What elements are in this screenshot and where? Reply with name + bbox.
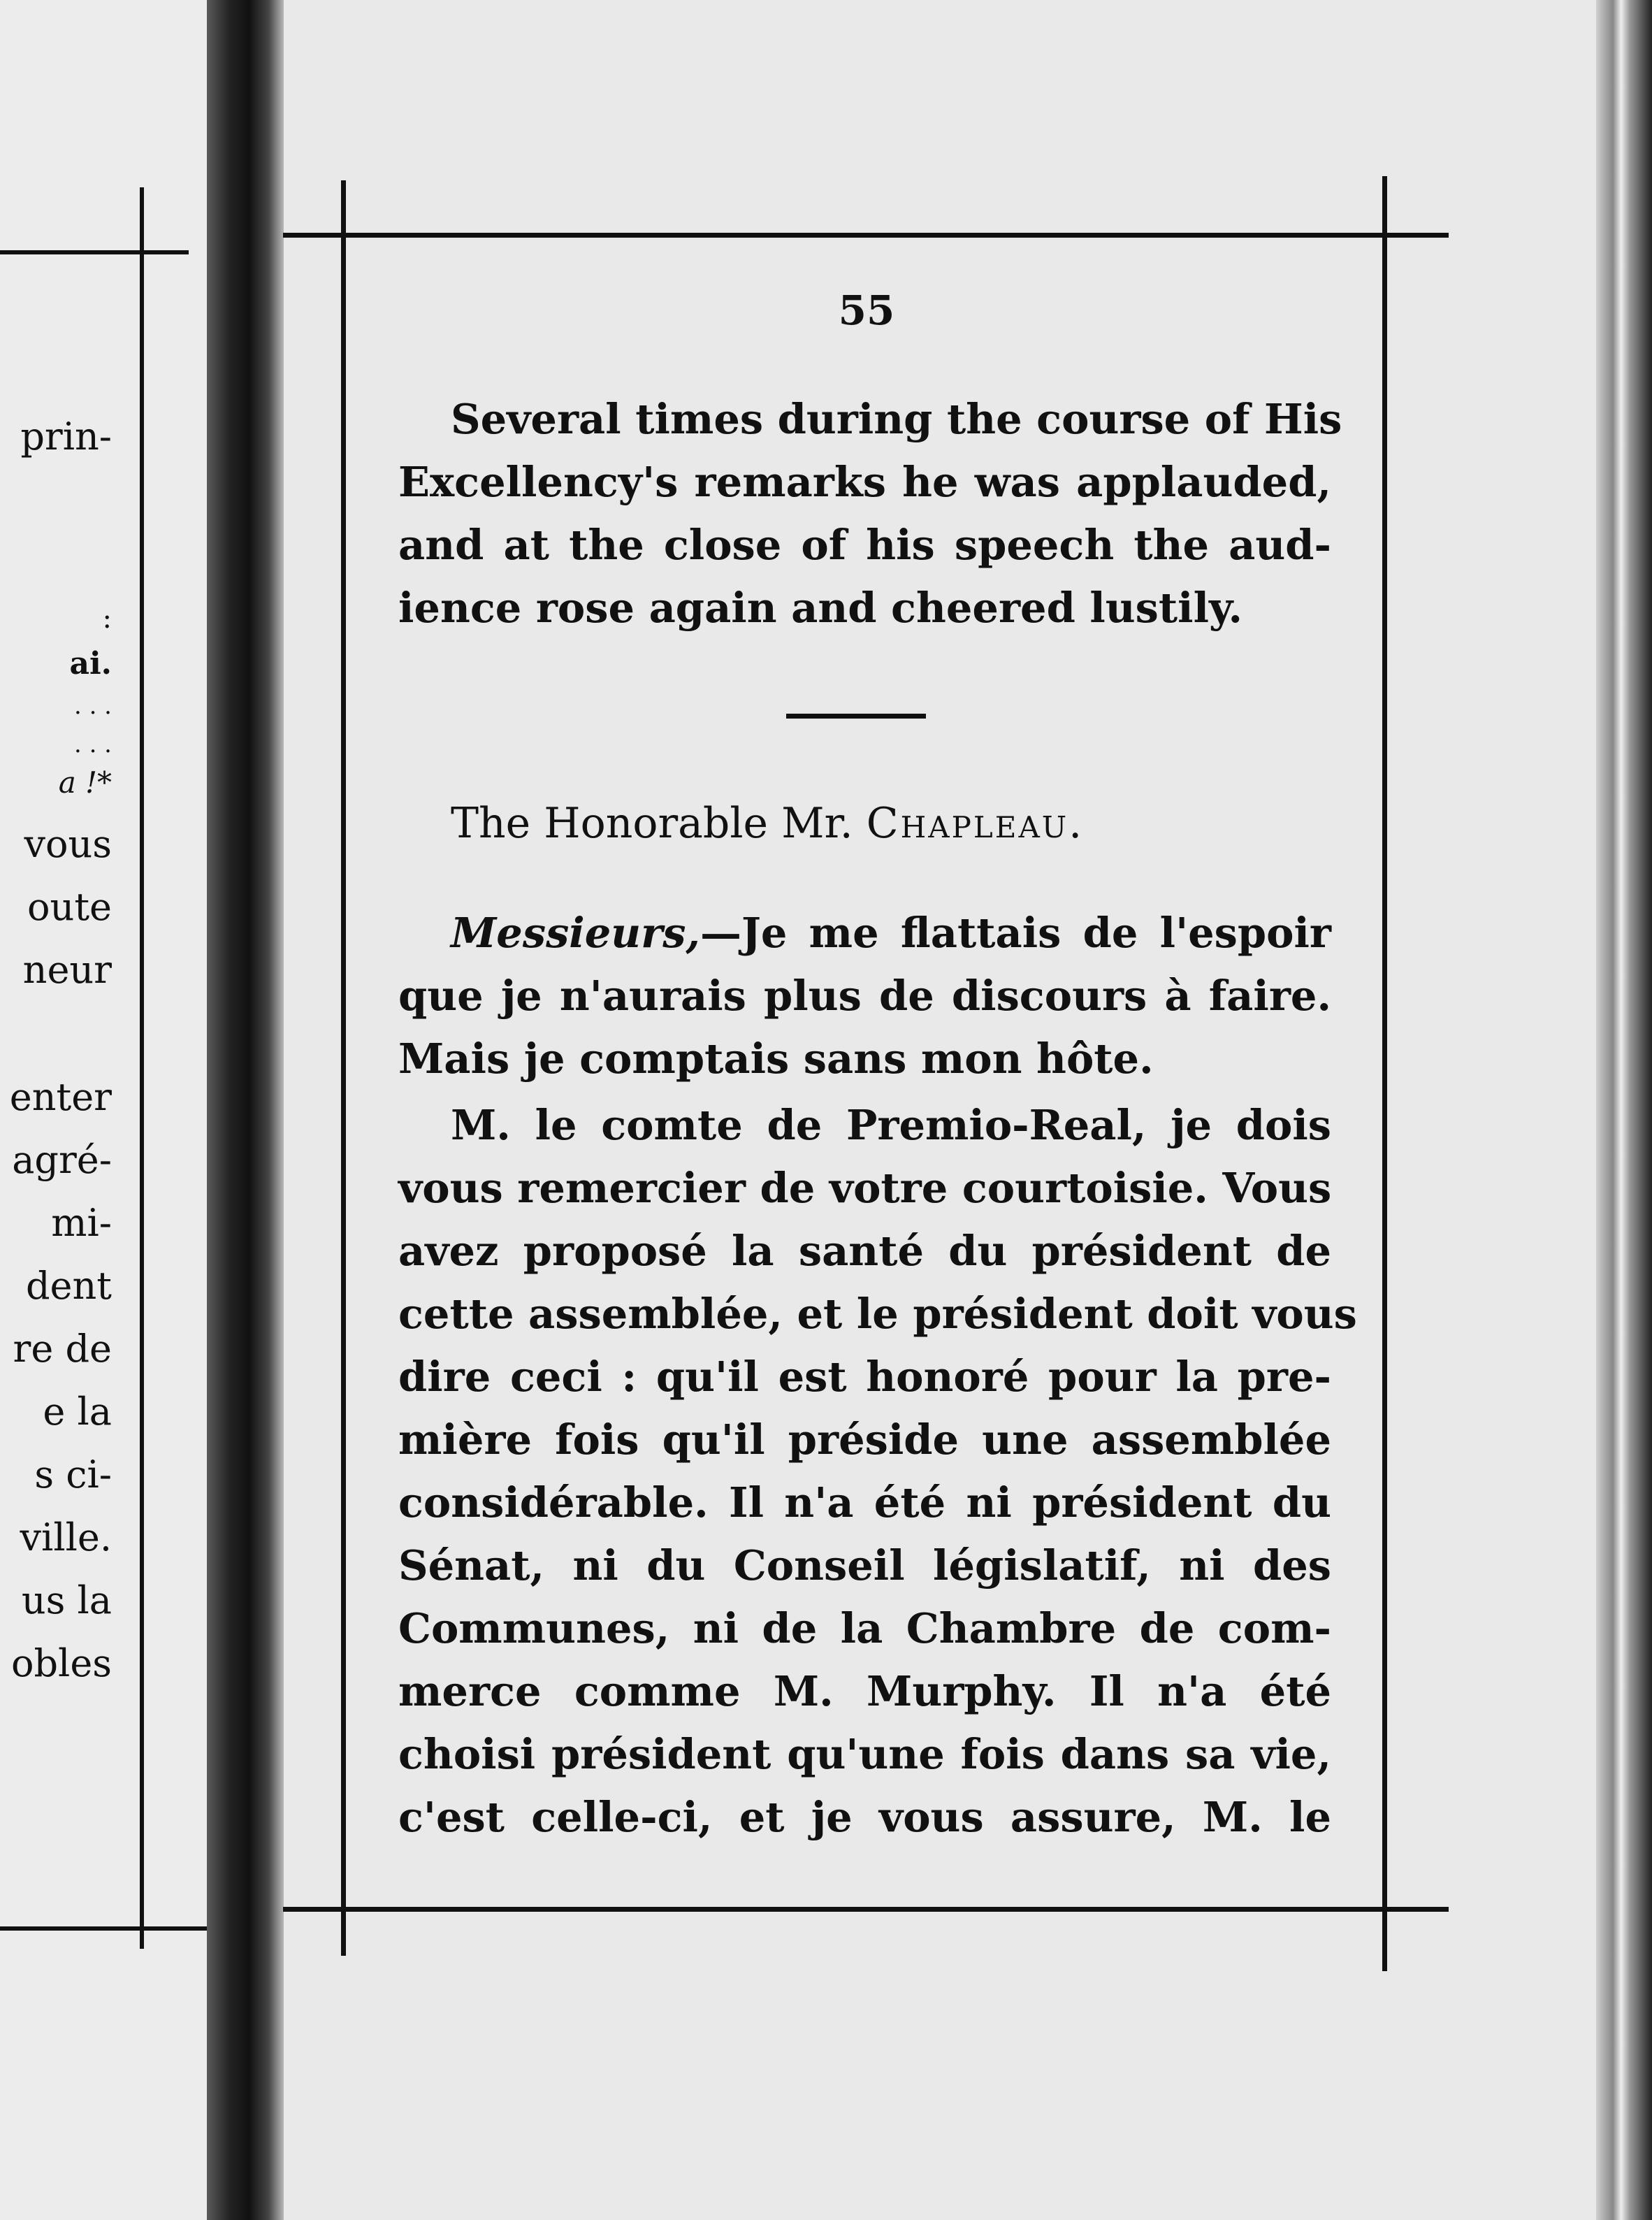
left-fragment: vous	[24, 822, 112, 866]
speaker-prefix: The Honorable Mr.	[451, 799, 867, 848]
left-fragment: obles	[10, 1641, 112, 1685]
left-page-bottom-rule	[0, 1926, 210, 1931]
left-fragment: oute	[27, 885, 112, 929]
text-line: que je n'aurais plus de discours à faire.	[398, 972, 1331, 1020]
text-line: Communes, ni de la Chambre de com-	[398, 1604, 1331, 1652]
text-line: mière fois qu'il préside une assemblée	[398, 1415, 1331, 1464]
left-fragment: . . .	[73, 730, 112, 758]
text-line-rest: —Je me flattais de l'espoir	[700, 909, 1331, 957]
left-page-top-rule	[0, 250, 189, 254]
text-line: vous remercier de votre courtoisie. Vous	[398, 1164, 1332, 1212]
left-fragment: enter	[9, 1075, 112, 1119]
frame-left-rule	[341, 180, 346, 1956]
text-line: considérable. Il n'a été ni président du	[398, 1478, 1331, 1527]
text-line: cette assemblée, et le président doit vous	[398, 1290, 1357, 1338]
paragraph-opening	[398, 902, 1331, 1090]
text-line: Sénat, ni du Conseil législatif, ni des	[398, 1541, 1331, 1590]
text-line: Excellency's remarks he was applauded,	[398, 458, 1331, 506]
speaker-name: Chapleau	[866, 799, 1069, 848]
left-facing-page	[0, 0, 210, 2220]
left-fragment: :	[102, 603, 112, 635]
speaker-suffix: .	[1068, 799, 1082, 848]
text-line: avez proposé la santé du président de	[398, 1227, 1331, 1275]
frame-bottom-rule	[283, 1907, 1449, 1912]
section-separator-rule	[786, 714, 926, 719]
left-page-vertical-rule	[140, 187, 144, 1949]
book-gutter-shadow	[207, 0, 284, 2220]
text-line: M. le comte de Premio-Real, je dois	[451, 1101, 1331, 1149]
left-fragment: ville.	[20, 1515, 112, 1559]
paragraph-address	[398, 1094, 1357, 1849]
left-fragment: re de	[13, 1327, 112, 1371]
left-fragment: a !*	[58, 765, 112, 800]
left-fragment: neur	[22, 948, 112, 992]
left-fragment: us la	[21, 1578, 112, 1622]
text-line: c'est celle-ci, et je vous assure, M. le	[398, 1793, 1331, 1841]
page-edge	[1596, 0, 1652, 2220]
page-number: 55	[838, 287, 895, 334]
text-line: merce comme M. Murphy. Il n'a été	[398, 1667, 1331, 1715]
left-fragment: . . .	[73, 692, 112, 720]
left-fragment: ai.	[69, 646, 112, 682]
left-fragment: e la	[43, 1390, 112, 1434]
speaker-heading	[451, 799, 1082, 848]
left-fragment: s ci-	[34, 1453, 112, 1497]
text-line: Mais je comptais sans mon hôte.	[398, 1035, 1154, 1083]
salutation: Messieurs,	[451, 909, 700, 957]
left-fragment: mi-	[51, 1201, 112, 1245]
text-line: dire ceci : qu'il est honoré pour la pre-	[398, 1353, 1331, 1401]
paragraph-closing-remarks	[398, 388, 1342, 640]
text-line: Several times during the course of His	[451, 395, 1342, 443]
left-fragment: dent	[25, 1264, 112, 1308]
text-line: choisi président qu'une fois dans sa vie,	[398, 1730, 1331, 1778]
text-line: ience rose again and cheered lustily.	[398, 584, 1243, 632]
frame-right-rule	[1382, 176, 1387, 1971]
text-line	[398, 902, 1331, 965]
left-fragment: agré-	[12, 1138, 112, 1182]
text-line: and at the close of his speech the aud-	[398, 521, 1331, 569]
left-fragment: prin-	[20, 415, 112, 459]
frame-top-rule	[283, 233, 1449, 238]
